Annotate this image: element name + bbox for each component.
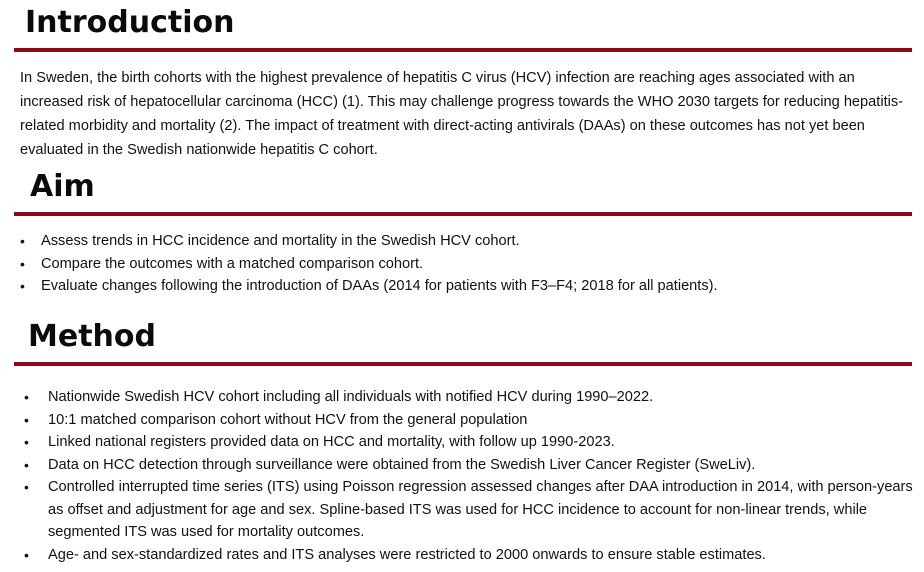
introduction-heading: Introduction xyxy=(25,5,235,40)
method-divider xyxy=(14,362,912,366)
aim-list xyxy=(20,230,910,298)
method-heading: Method xyxy=(28,319,156,354)
introduction-paragraph: In Sweden, the birth cohorts with the highest prevalence of hepatitis C virus (HCV) infection are reaching ages associated with an increased risk of hepatocellular carcinoma (HCC) (1). This may challenge progress towards the WHO 2030 targets for reducing hepatitis-related morbidity and mortality (2). The impact of treatment with direct-acting antivirals (DAAs) on these outcomes has not yet been evaluated in the Swedish nationwide hepatitis C cohort. xyxy=(20,70,904,158)
aim-item: • Assess trends in HCC incidence and mortality in the Swedish HCV cohort. xyxy=(20,230,910,253)
aim-heading: Aim xyxy=(30,169,95,204)
introduction-divider xyxy=(14,48,912,52)
aim-item: • Compare the outcomes with a matched comparison cohort. xyxy=(20,253,910,276)
method-item: • Linked national registers provided data on HCC and mortality, with follow up 1990-2023. xyxy=(24,431,914,454)
method-item: • 10:1 matched comparison cohort without HCV from the general population xyxy=(24,409,914,432)
aim-divider xyxy=(14,212,912,216)
method-item: • Controlled interrupted time series (ITS) using Poisson regression assessed changes after DAA introduction in 2014, with person-years as offset and adjustment for age and sex. Spline-based ITS was used for HCC incidence to account for non-linear trends, while segmented ITS was used for mortality outcomes. xyxy=(24,476,914,544)
method-item: • Nationwide Swedish HCV cohort including all individuals with notified HCV during 1990–2022. xyxy=(24,386,914,409)
method-item: • Age- and sex-standardized rates and ITS analyses were restricted to 2000 onwards to ensure stable estimates. xyxy=(24,544,914,567)
method-list xyxy=(24,386,914,566)
aim-item: • Evaluate changes following the introduction of DAAs (2014 for patients with F3–F4; 2018 for all patients). xyxy=(20,275,910,298)
method-item: • Data on HCC detection through surveillance were obtained from the Swedish Liver Cancer Register (SweLiv). xyxy=(24,454,914,477)
